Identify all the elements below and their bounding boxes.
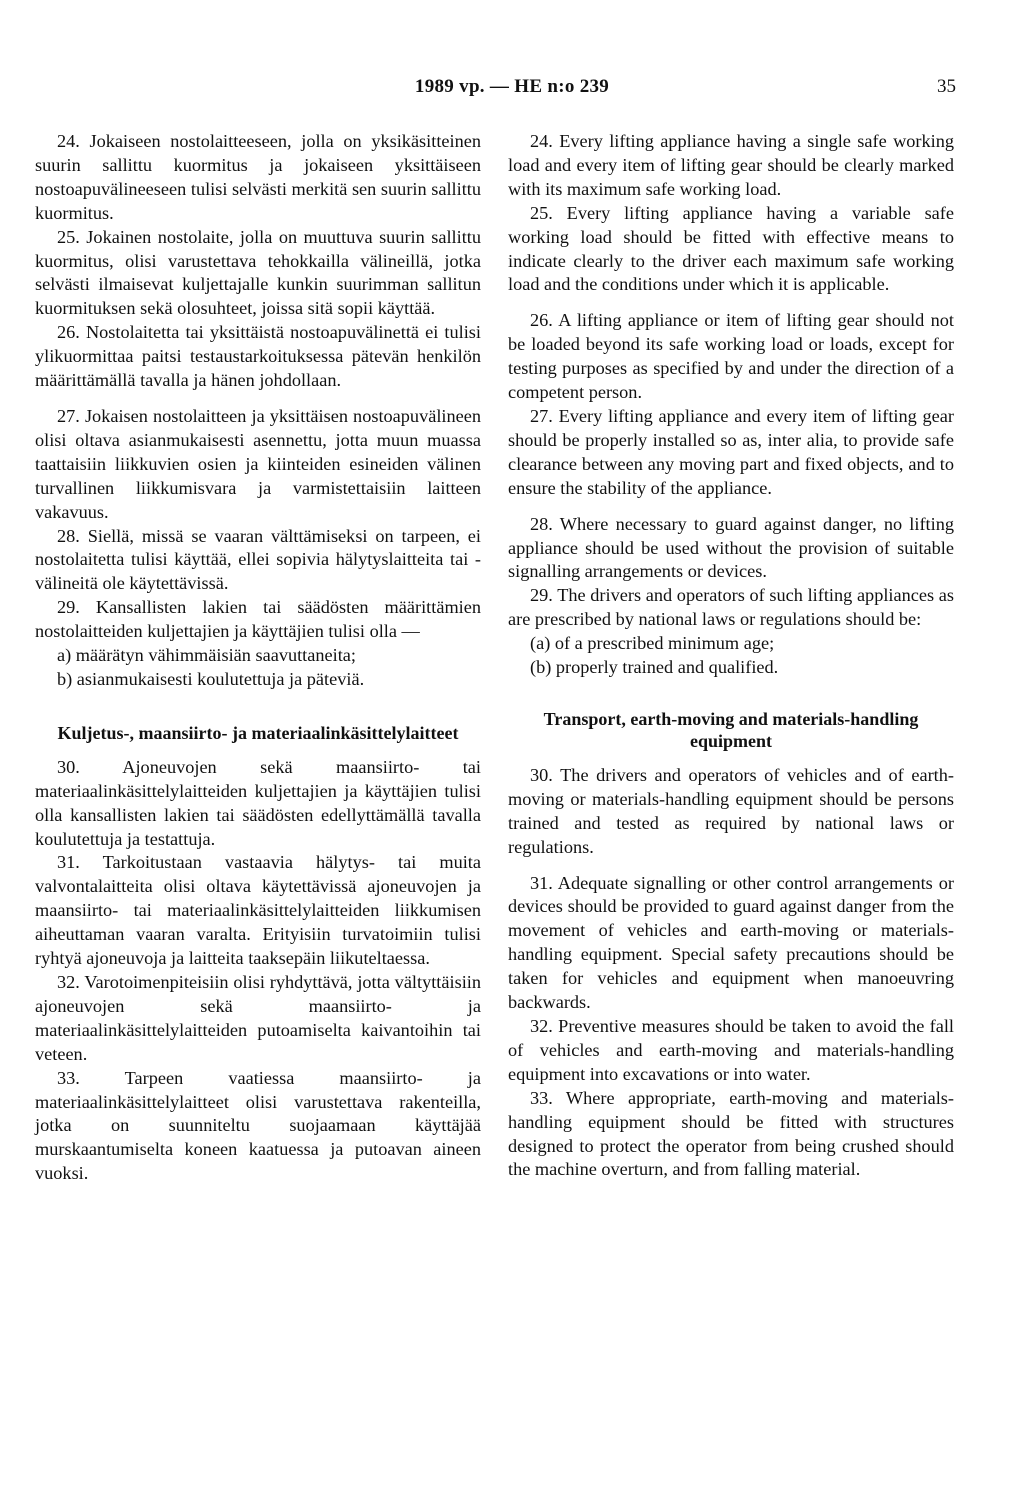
section-heading-en: Transport, earth-moving and materials-handling equipment (543, 708, 919, 751)
paragraph-31-en: 31. Adequate signalling or other control arrangements or devices should be provided to guard against danger from the movement of vehicles and earth-moving or materials-handling equipment. Special safety precautions should be taken for vehicles and equipment when manoeuvring backwards. (508, 872, 954, 1013)
paragraph-24-fi: 24. Jokaiseen nostolaitteeseen, jolla on yksikäsitteinen suurin sallittu kuormitus ja jokaiseen yksittäiseen nostoapuvälineeseen tulisi selvästi merkitä sen suurin sallittu kuormitus. (35, 131, 481, 223)
paragraph-28-fi: 28. Siellä, missä se vaaran välttämiseksi on tarpeen, ei nostolaitetta tulisi käyttää, ellei sopivia hälytyslaitteita tai -välineitä ole käytettävissä. (35, 525, 481, 594)
list-item-29b-fi: b) asianmukaisesti koulutettuja ja päteviä. (57, 668, 365, 689)
paragraph-24-en: 24. Every lifting appliance having a single safe working load and every item of lifting gear should be clearly marked with its maximum safe working load. (508, 131, 954, 199)
paragraph-33-fi: 33. Tarpeen vaatiessa maansiirto- ja materiaalinkäsittelylaitteet olisi varustettava rakenteilla, jotka on suunniteltu suojaamaan käyttäjää murskaantumiselta koneen kaatuessa ja putoavan aineen vuoksi. (35, 1067, 481, 1184)
document-title: 1989 vp. — HE n:o 239 (414, 76, 610, 97)
paragraph-30-fi: 30. Ajoneuvojen sekä maansiirto- tai materiaalinkäsittelylaitteiden kuljettajien ja käyttäjien tulisi olla kansallisten lakien tai säädösten edellyttämällä tavalla koulutettuja ja testattuja. (35, 756, 481, 849)
paragraph-31-fi: 31. Tarkoitustaan vastaavia hälytys- tai muita valvontalaitteita olisi oltava käytettävissä ajoneuvojen ja maansiirto- tai materiaalinkäsittelylaitteiden liikkumisen aiheuttaman vaaran varalta. Erityisiin turvatoimiin tulisi ryhtyä ajoneuvoja ja laitteita taaksepäin liikuteltaessa. (35, 852, 481, 969)
paragraph-32-en: 32. Preventive measures should be taken to avoid the fall of vehicles and earth-moving and materials-handling equipment into excavations or into water. (508, 1016, 954, 1084)
paragraph-28-en: 28. Where necessary to guard against danger, no lifting appliance should be used without the provision of suitable signalling arrangements or devices. (508, 513, 954, 582)
finnish-column (35, 130, 481, 1186)
paragraph-27-en: 27. Every lifting appliance and every item of lifting gear should be properly installed so as, inter alia, to provide safe clearance between any moving part and fixed objects, and to ensure the stability of the appliance. (508, 405, 954, 498)
page-header (0, 76, 1024, 102)
paragraph-29-en: 29. The drivers and operators of such lifting appliances as are prescribed by national laws or regulations should be: (508, 585, 954, 630)
paragraph-25-en: 25. Every lifting appliance having a variable safe working load should be fitted with effective means to indicate clearly to the driver each maximum safe working load and the conditions under which it is applicable. (508, 202, 954, 295)
list-item-29a-en: (a) of a prescribed minimum age; (530, 633, 775, 654)
english-column (508, 130, 954, 1182)
paragraph-33-en: 33. Where appropriate, earth-moving and materials-handling equipment should be fitted with structures designed to protect the operator from being crushed should the machine overturn, and from falling material. (508, 1087, 954, 1180)
paragraph-26-fi: 26. Nostolaitetta tai yksittäistä nostoapuvälinettä ei tulisi ylikuormittaa paitsi testaustarkoituksessa pätevän henkilön määrittämällä tavalla ja hänen johdollaan. (35, 322, 481, 391)
page-number: 35 (937, 76, 956, 97)
paragraph-29-fi: 29. Kansallisten lakien tai säädösten määrittämien nostolaitteiden kuljettajien ja käyttäjien tulisi olla — (35, 597, 481, 642)
paragraph-27-fi: 27. Jokaisen nostolaitteen ja yksittäisen nostoapuvälineen olisi oltava asianmukaisesti asennettu, jotta muun muassa taattaisiin liikkuvien osien ja kiinteiden esineiden välinen turvallinen liikkumisvara ja varmistettaisiin laitteen vakavuus. (35, 405, 481, 522)
list-item-29b-en: (b) properly trained and qualified. (530, 657, 779, 678)
paragraph-26-en: 26. A lifting appliance or item of lifting gear should not be loaded beyond its safe working load or loads, except for testing purposes as specified by and under the direction of a competent person. (508, 310, 954, 403)
section-heading-fi: Kuljetus-, maansiirto- ja materiaalinkäsittelylaitteet (57, 722, 459, 743)
paragraph-30-en: 30. The drivers and operators of vehicles and of earth-moving or materials-handling equipment should be persons trained and tested as required by national laws or regulations. (508, 764, 954, 857)
paragraph-32-fi: 32. Varotoimenpiteisiin olisi ryhdyttävä, jotta vältyttäisiin ajoneuvojen sekä maansiirto- ja materiaalinkäsittelylaitteiden putoamiselta kaivantoihin tai veteen. (35, 972, 481, 1064)
paragraph-25-fi: 25. Jokainen nostolaite, jolla on muuttuva suurin sallittu kuormitus, olisi varustettava tehokkailla välineillä, jotka selvästi ilmaisevat kuljettajalle kunkin suurimman sallitun kuormituksen sekä olosuhteet, joissa sitä sopii käyttää. (35, 226, 481, 319)
list-item-29a-fi: a) määrätyn vähimmäisiän saavuttaneita; (57, 645, 356, 666)
